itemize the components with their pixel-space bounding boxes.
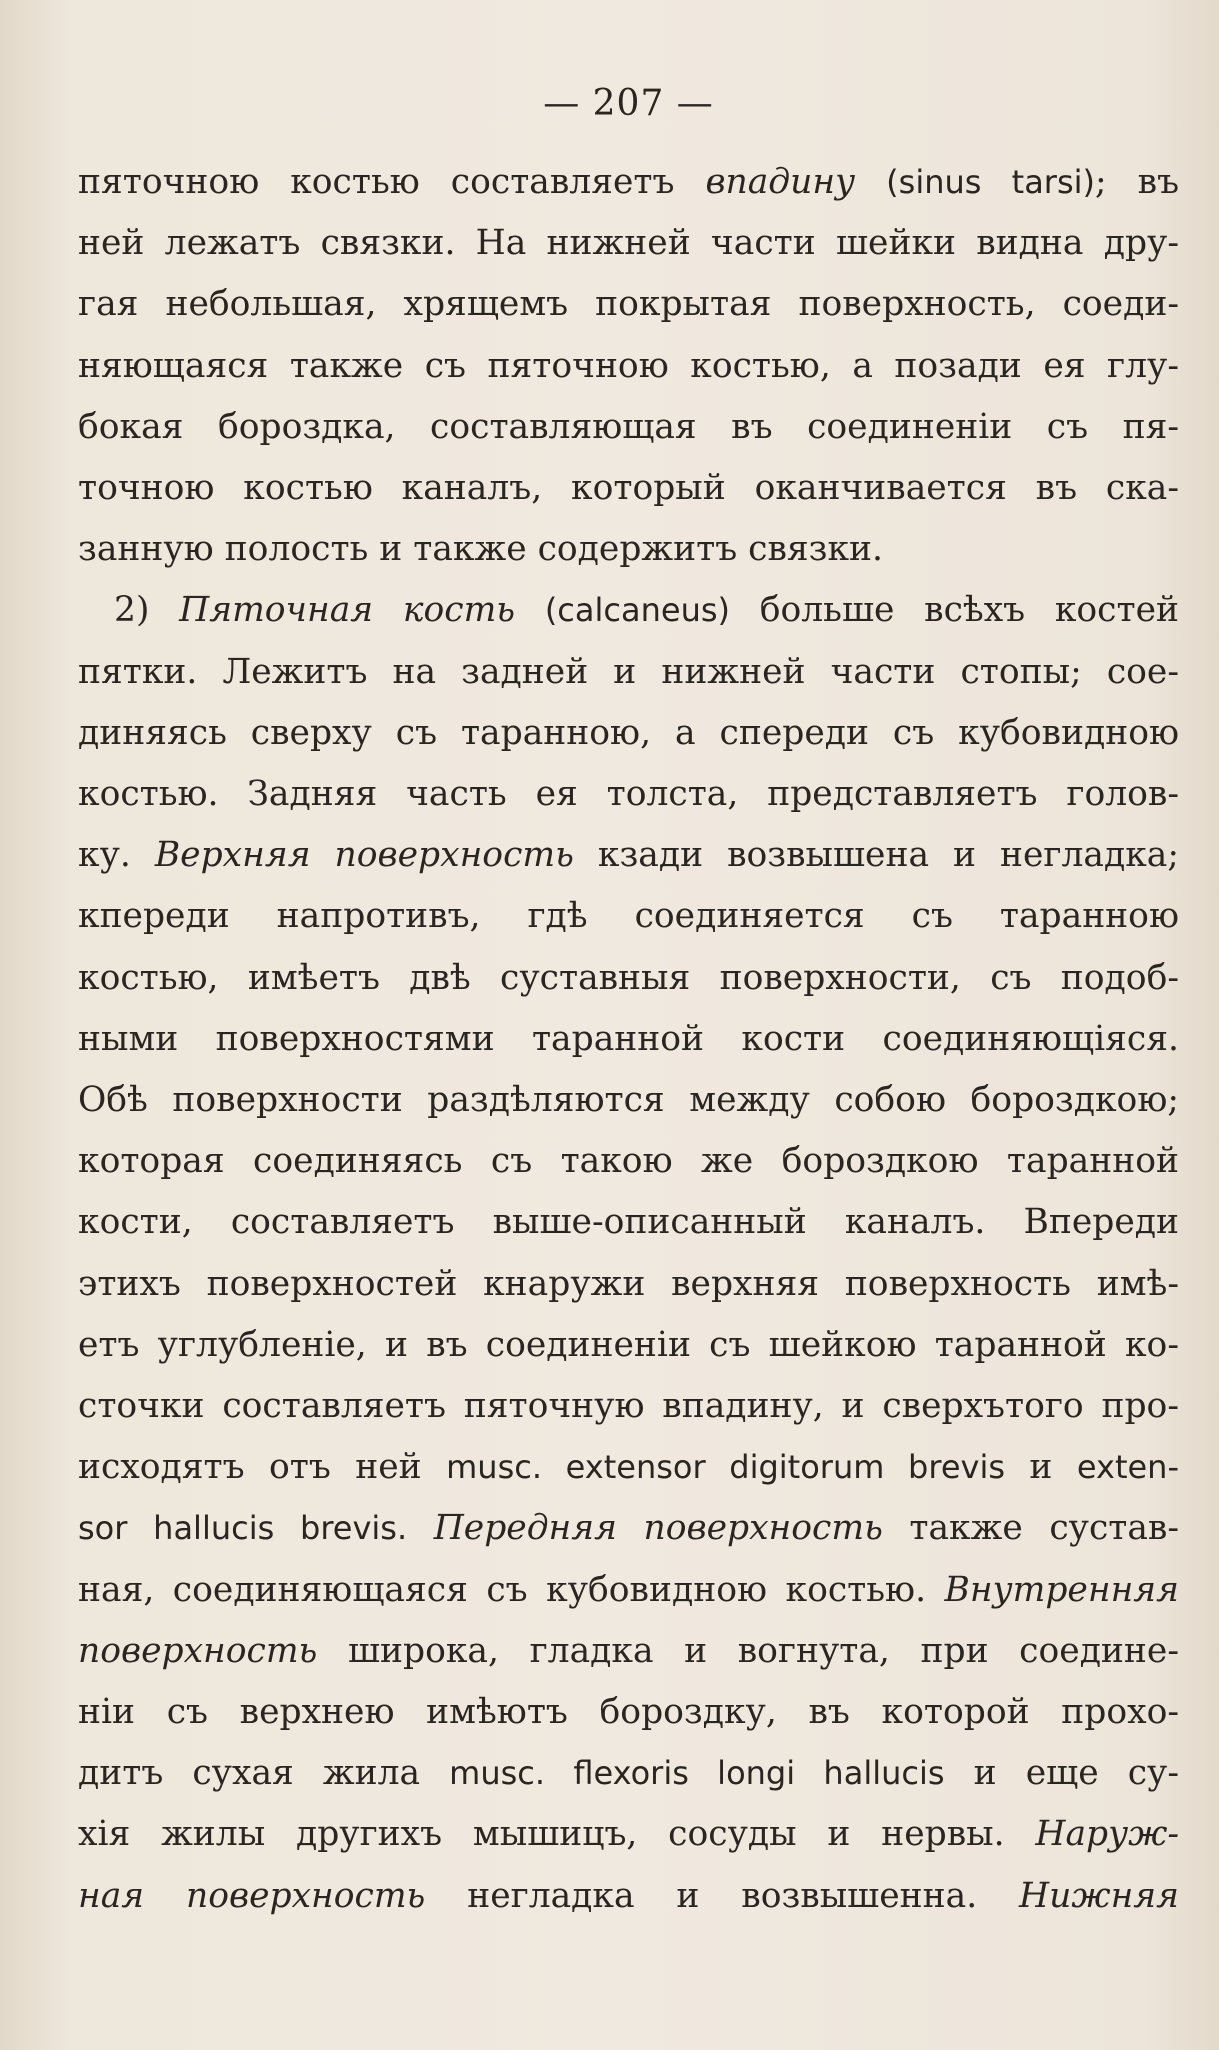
text-run: ку. [78, 835, 155, 876]
text-line [78, 886, 1179, 947]
text-run: и еще су- [944, 1753, 1179, 1794]
italic-term: Внутренняя [944, 1569, 1179, 1610]
text-line [78, 1560, 1179, 1621]
text-line [78, 825, 1179, 886]
text-run [407, 1508, 434, 1548]
latin-term: (sinus tarsi) [886, 163, 1096, 201]
italic-term: Верхняя поверхность [154, 835, 574, 876]
text-run: пяточною костью составляетъ [78, 162, 706, 202]
italic-term: Наруж- [1035, 1814, 1179, 1855]
text-line [78, 642, 1179, 703]
text-line [78, 274, 1179, 335]
body-text [78, 152, 1179, 1927]
latin-term: sor hallucis brevis. [78, 1509, 408, 1548]
text-run: точною костью каналъ, который оканчивается въ ска- [78, 468, 1179, 509]
text-run: бокая бороздка, составляющая въ соединеніи съ пя- [78, 406, 1179, 447]
text-run: кпереди напротивъ, гдѣ соединяется съ таранною [78, 896, 1179, 937]
page-number: — 207 — [543, 83, 714, 124]
text-run: ными поверхностями таранной кости соединяющіяся. [78, 1018, 1179, 1059]
text-run: этихъ поверхностей кнаружи верхняя поверхность имѣ- [78, 1263, 1179, 1304]
text-run: негладка и возвышенна. [425, 1875, 1020, 1916]
text-run: 2) [114, 590, 180, 631]
text-run: диняясь сверху съ таранною, а спереди съ кубовидною [78, 712, 1179, 753]
text-run: гая небольшая, хрящемъ покрытая поверхность, соеди- [78, 284, 1179, 325]
text-run: сточки составляетъ пяточную впадину, и сверхътого про- [78, 1386, 1179, 1427]
text-line [78, 703, 1179, 764]
text-run: занную полость и также содержитъ связки. [78, 529, 884, 570]
text-line [78, 458, 1179, 519]
italic-term: ная поверхность [78, 1875, 426, 1916]
text-run: кзади возвышена и негладка; [573, 835, 1179, 876]
latin-term: exten- [1076, 1448, 1179, 1487]
text-run: и [1005, 1447, 1077, 1488]
text-line [78, 1009, 1179, 1070]
italic-term: Нижняя [1019, 1875, 1179, 1916]
text-run [515, 590, 545, 630]
text-line [78, 1192, 1179, 1253]
text-run: Обѣ поверхности раздѣляются между собою бороздкою; [78, 1080, 1179, 1121]
text-line [78, 580, 1179, 641]
italic-term: поверхность [78, 1630, 318, 1671]
italic-term: впадину [705, 162, 856, 202]
text-run: ; въ [1095, 162, 1180, 202]
text-line [78, 519, 1179, 580]
text-run: етъ углубленіе, и въ соединеніи съ шейкою таранной ко- [78, 1324, 1179, 1365]
latin-term: musc. extensor digitorum brevis [446, 1448, 1005, 1487]
italic-term: Пяточная кость [179, 590, 516, 631]
text-run: хія жилы другихъ мышицъ, сосуды и нервы. [78, 1814, 1036, 1855]
text-run: дитъ сухая жила [78, 1753, 450, 1794]
text-line [78, 764, 1179, 825]
text-line [78, 1437, 1179, 1498]
text-line [78, 1621, 1179, 1682]
text-run: кости, составляетъ выше-описанный каналъ. Впереди [78, 1202, 1179, 1243]
text-line [78, 1070, 1179, 1131]
text-line [78, 1254, 1179, 1315]
text-line [78, 1804, 1179, 1865]
text-run: также сустав- [882, 1508, 1179, 1549]
italic-term: Передняя поверхность [433, 1508, 883, 1549]
text-run: ней лежатъ связки. На нижней части шейки видна дру- [78, 223, 1179, 264]
text-run: пятки. Лежитъ на задней и нижней части стопы; сое- [78, 651, 1179, 692]
latin-term: musc. flexoris longi hallucis [449, 1754, 945, 1793]
text-run: исходятъ отъ ней [78, 1447, 447, 1488]
text-line [78, 1376, 1179, 1437]
text-line [78, 1743, 1179, 1804]
text-run [855, 162, 886, 202]
latin-term: (calcaneus) [544, 591, 730, 630]
text-run: костью, имѣетъ двѣ суставныя поверхности, съ подоб- [78, 957, 1179, 998]
text-line [78, 336, 1179, 397]
text-line [78, 1682, 1179, 1743]
text-line [78, 397, 1179, 458]
text-run: няющаяся также съ пяточною костью, а позади ея глу- [78, 345, 1179, 386]
text-line [78, 213, 1179, 274]
text-line [78, 1498, 1179, 1559]
text-run: больше всѣхъ костей [730, 590, 1180, 631]
text-run: ніи съ верхнею имѣютъ бороздку, въ которой прохо- [78, 1692, 1179, 1733]
text-line [78, 1315, 1179, 1376]
text-run: которая соединяясь съ такою же бороздкою таранной [78, 1141, 1179, 1182]
text-line [78, 1131, 1179, 1192]
text-line [78, 1866, 1179, 1927]
text-run: ная, соединяющаяся съ кубовидною костью. [78, 1569, 945, 1610]
text-line [78, 948, 1179, 1009]
text-line [78, 152, 1179, 213]
text-run: широка, гладка и вогнута, при соедине- [317, 1630, 1179, 1671]
text-run: костью. Задняя часть ея толста, представляетъ голов- [78, 774, 1179, 815]
